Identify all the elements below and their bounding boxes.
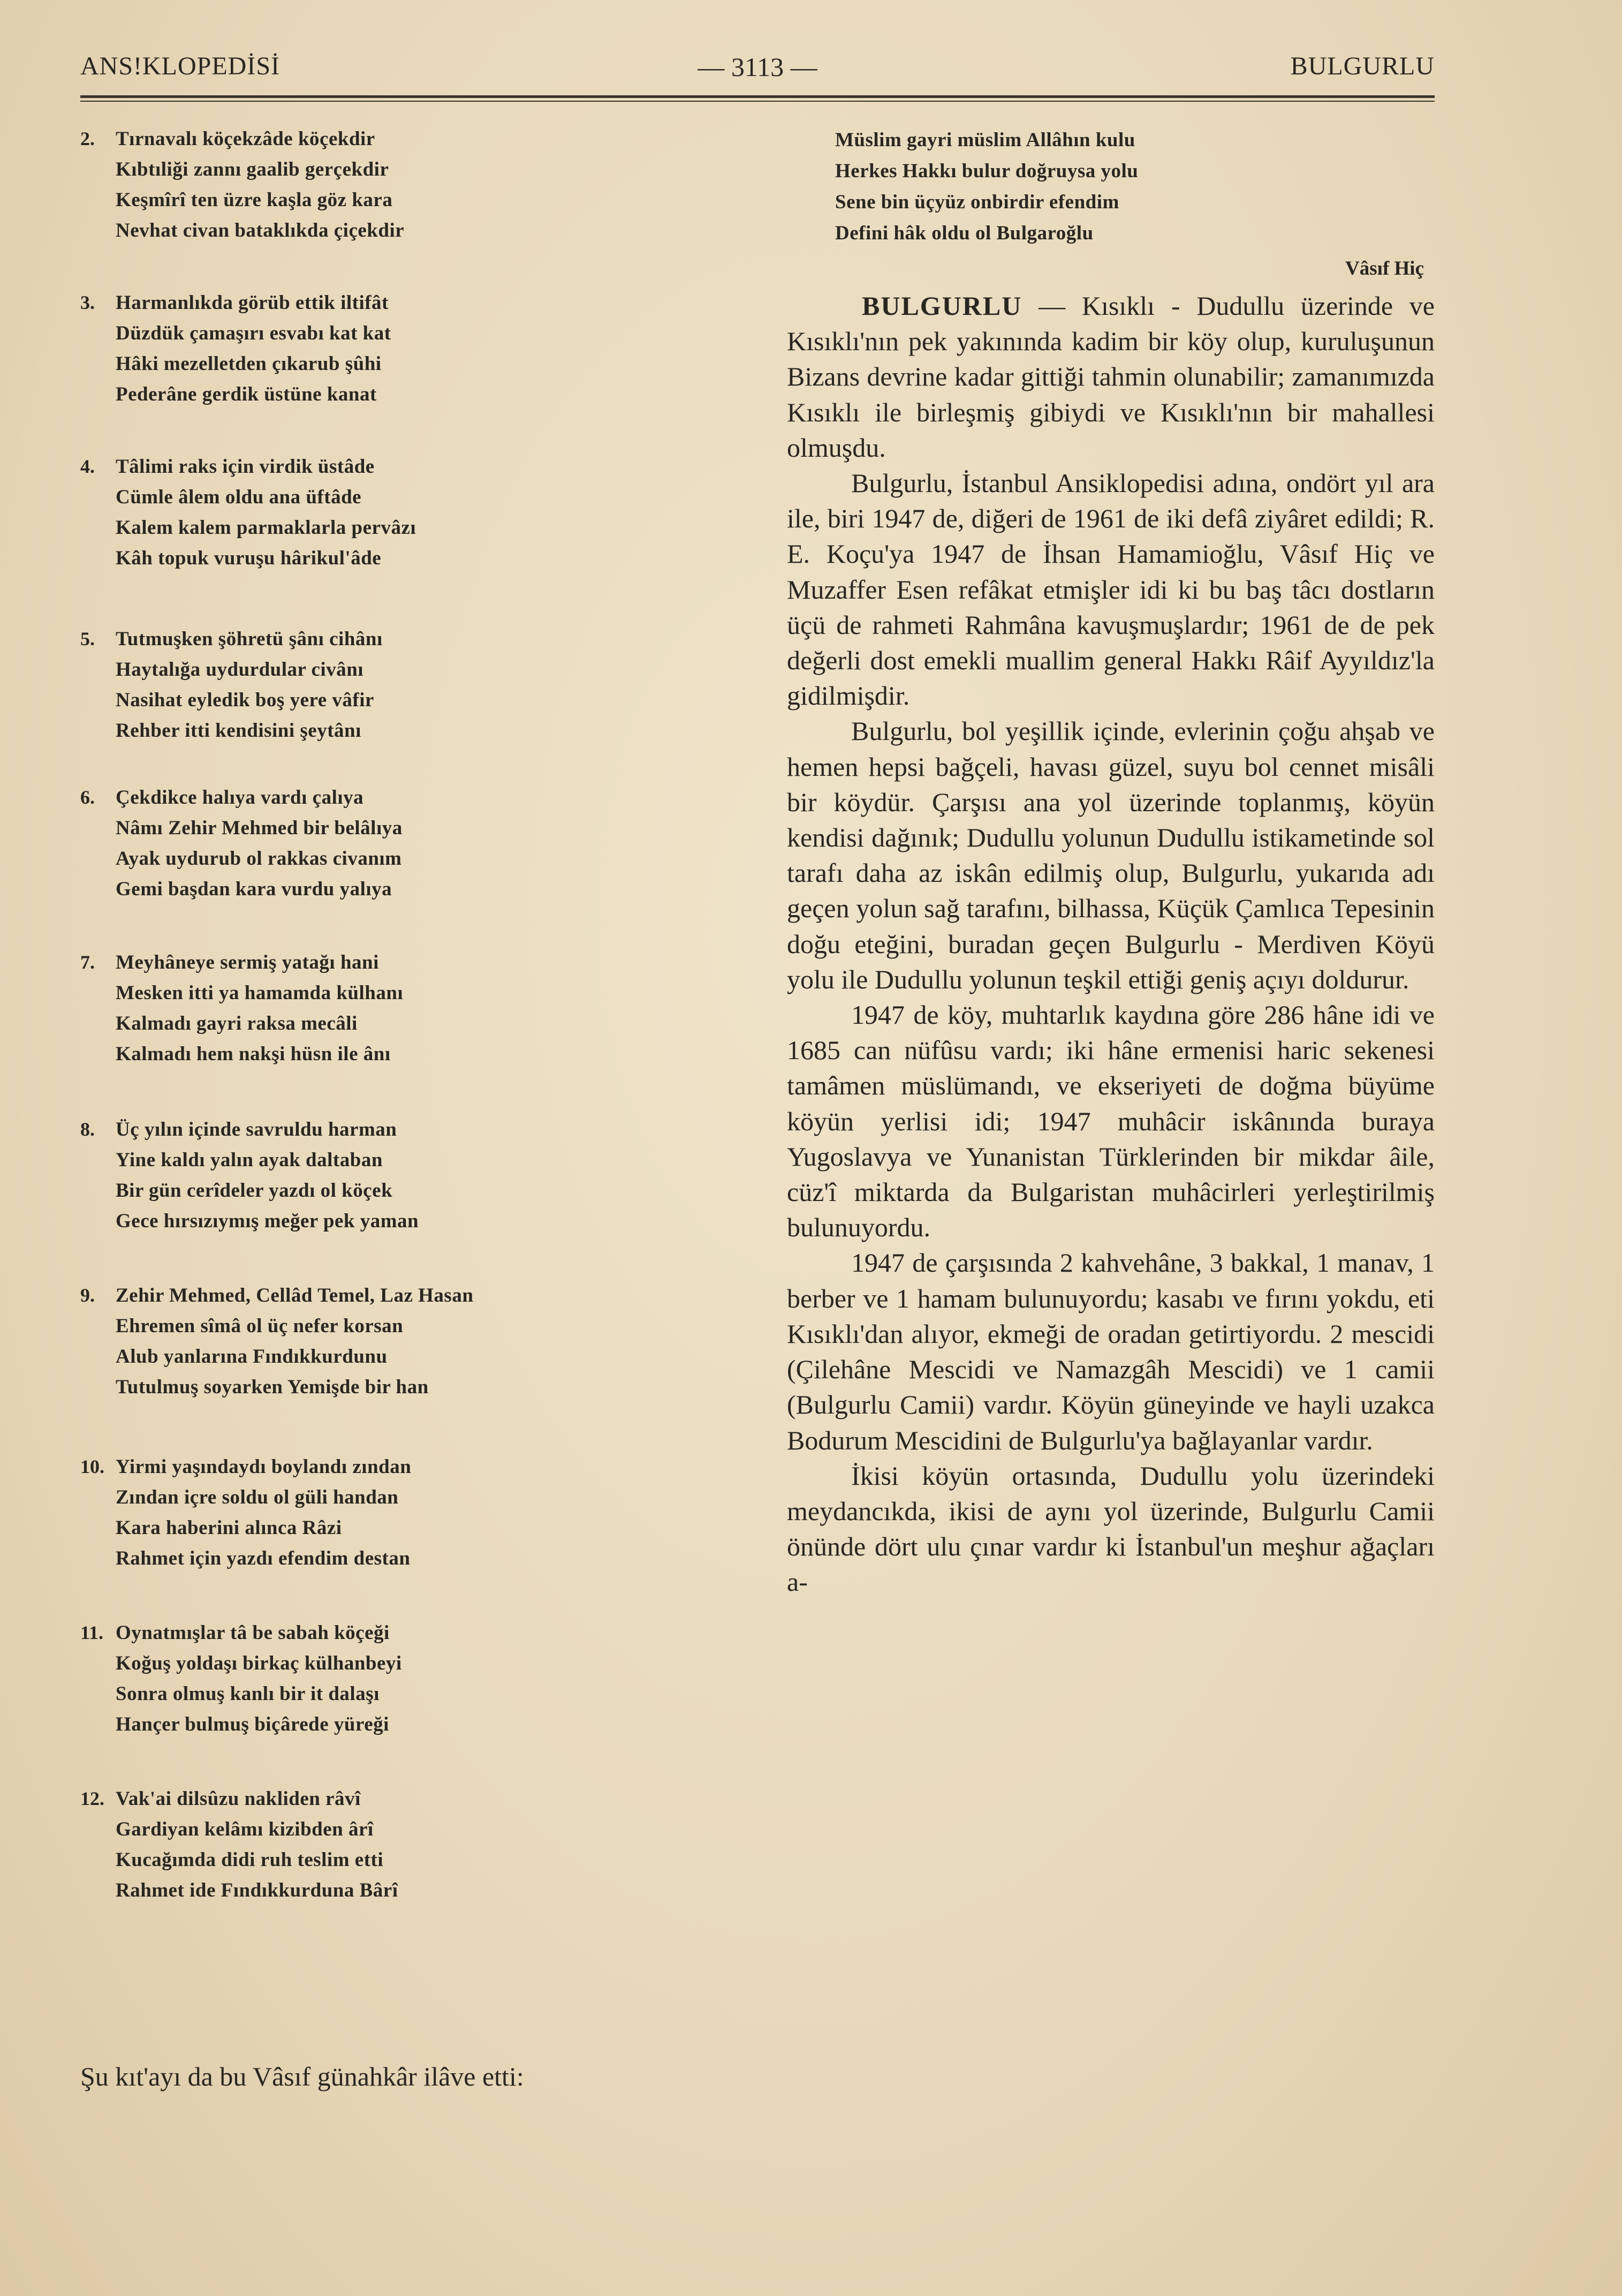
stanza-number: 7. xyxy=(80,951,95,973)
stanza-number: 9. xyxy=(80,1285,95,1306)
page-number: — 3113 — xyxy=(698,52,817,82)
stanza-line: Kâh topuk vuruşu hârikul'âde xyxy=(116,547,382,569)
trailer-text: Şu kıt'ayı da bu Vâsıf günahkâr ilâve etti: xyxy=(80,2061,524,2091)
stanza-line: Tutmuşken şöhretü şânı cihânı xyxy=(116,628,383,650)
stanza-number: 6. xyxy=(80,787,95,808)
stanza-line: Sonra olmuş kanlı bir it dalaşı xyxy=(116,1683,380,1705)
stanza-line: Haytalığa uydurdular civânı xyxy=(116,659,364,681)
stanza-line: Kalmadı hem nakşi hüsn ile ânı xyxy=(116,1043,391,1065)
stanza-line: Zehir Mehmed, Cellâd Temel, Laz Hasan xyxy=(116,1285,474,1306)
stanza-number: 12. xyxy=(80,1788,104,1809)
entry-paragraph-text: — Kısıklı - Dudullu üzerinde ve Kısıklı'nın pek yakınında kadim bir köy olup, kuruluşunun Bizans devrine kadar gittiği tahmin olunabilir; zamanımızda Kısıklı ile birleşmiş gibiydi ve Kısıklı'nın bir mahallesi olmuşdu. xyxy=(787,291,1435,463)
stanza-line: Vak'ai dilsûzu nakliden râvî xyxy=(116,1788,361,1810)
entry-paragraph-6: İkisi köyün ortasında, Dudullu yolu üzerindeki meydancıkda, ikisi de aynı yol üzerinde, Bulgurlu Camii önünde dört ulu çınar vardır ki İstanbul'un meşhur ağaçları a- xyxy=(787,1460,1435,1597)
poem-line: Defini hâk oldu ol Bulgaroğlu xyxy=(835,222,1094,244)
stanza-line: Harmanlıkda görüb ettik iltifât xyxy=(116,292,389,314)
poem-line: Sene bin üçyüz onbirdir efendim xyxy=(835,191,1119,213)
stanza-line: Çekdikce halıya vardı çalıya xyxy=(116,787,364,809)
stanza-line: Cümle âlem oldu ana üftâde xyxy=(116,486,362,508)
poem-line: Müslim gayri müslim Allâhın kulu xyxy=(835,129,1135,151)
stanza-number: 4. xyxy=(80,456,95,477)
page-header xyxy=(80,47,1435,90)
stanza-line: Tutulmuş soyarken Yemişde bir han xyxy=(116,1376,429,1398)
stanza-line: Oynatmışlar tâ be sabah köçeği xyxy=(116,1622,390,1644)
stanza-number: 3. xyxy=(80,292,95,313)
stanza-line: Ayak uydurub ol rakkas civanım xyxy=(116,848,402,870)
stanza-line: Tırnavalı köçekzâde köçekdir xyxy=(116,128,375,150)
stanza-line: Rahmet için yazdı efendim destan xyxy=(116,1547,411,1569)
stanza-line: Nâmı Zehir Mehmed bir belâlıya xyxy=(116,817,403,839)
stanza-line: Kucağımda didi ruh teslim etti xyxy=(116,1849,384,1871)
stanza-line: Yine kaldı yalın ayak daltaban xyxy=(116,1149,383,1171)
entry-headword: BULGURLU xyxy=(862,291,1022,321)
stanza-line: Yirmi yaşındaydı boylandı zından xyxy=(116,1456,412,1478)
stanza-line: Zından içre soldu ol güli handan xyxy=(116,1486,399,1508)
entry-paragraph-4: 1947 de köy, muhtarlık kaydına göre 286 hâne idi ve 1685 can nüfûsu vardı; iki hâne ermenisi haric sekenesi tamâmen müslümandı, ve ekseriyeti de doğma büyüme köyün yerlisi idi; 1947 muhâcir iskânında buraya Yugoslavya ve Yunanistan Türklerinden bir mikdar âile, cüz'î miktarda da Bulgaristan muhâcirleri yerleştirilmiş bulunuyordu. xyxy=(787,1000,1435,1243)
stanza-line: Üç yılın içinde savruldu harman xyxy=(116,1119,397,1141)
header-rule-thin xyxy=(80,101,1435,102)
running-head-left: ANS!KLOPEDİSİ xyxy=(80,52,280,80)
stanza-line: Keşmîrî ten üzre kaşla göz kara xyxy=(116,189,393,211)
stanza-number: 10. xyxy=(80,1456,104,1477)
poem-signature: Vâsıf Hiç xyxy=(1345,258,1424,280)
stanza-line: Kalmadı gayri raksa mecâli xyxy=(116,1013,358,1034)
stanza-line: Gece hırsızıymış meğer pek yaman xyxy=(116,1210,419,1232)
entry-paragraph-5: 1947 de çarşısında 2 kahvehâne, 3 bakkal, 1 manav, 1 berber ve 1 hamam bulunuyordu; kasabı ve fırını yokdu, eti Kısıklı'dan alıyor, ekmeği de oradan getirtiyordu. 2 mescidi (Çilehâne Mescidi ve Namazgâh Mescidi) ve 1 camii (Bulgurlu Camii) vardır. Köyün güneyinde ve hayli uzakca Bodurum Mescidini de Bulgurlu'ya bağlayanlar vardır. xyxy=(787,1248,1435,1455)
stanza-line: Gemi başdan kara vurdu yalıya xyxy=(116,878,392,900)
stanza-line: Alub yanlarına Fındıkkurdunu xyxy=(116,1346,388,1368)
stanza-line: Tâlimi raks için virdik üstâde xyxy=(116,456,375,478)
stanza-line: Pederâne gerdik üstüne kanat xyxy=(116,383,377,405)
stanza-line: Düzdük çamaşırı esvabı kat kat xyxy=(116,322,391,344)
stanza-number: 11. xyxy=(80,1622,104,1643)
entry-paragraph-1 xyxy=(787,288,1435,465)
entry-body xyxy=(787,288,1435,1600)
stanza-line: Kıbtıliği zannı gaalib gerçekdir xyxy=(116,158,389,180)
stanza-line: Rahmet ide Fındıkkurduna Bârî xyxy=(116,1879,398,1901)
stanza-line: Nevhat civan bataklıkda çiçekdir xyxy=(116,220,405,241)
stanza-number: 5. xyxy=(80,628,95,649)
poem-line: Herkes Hakkı bulur doğruysa yolu xyxy=(835,160,1139,182)
stanza-number: 2. xyxy=(80,128,95,149)
header-rule xyxy=(80,95,1435,98)
stanza-line: Rehber itti kendisini şeytânı xyxy=(116,720,361,742)
stanza-line: Hâki mezelletden çıkarub şûhi xyxy=(116,353,382,375)
stanza-line: Gardiyan kelâmı kizibden ârî xyxy=(116,1818,374,1840)
entry-paragraph-2: Bulgurlu, İstanbul Ansiklopedisi adına, ondört yıl ara ile, biri 1947 de, diğeri de 1961 de iki defâ ziyâret edildi; R. E. Koçu'ya 1947 de İhsan Hamamioğlu, Vâsıf Hiç ve Muzaffer Esen refâkat etmişler idi ki bu baş tâcı dostların üçü de rahmeti Rahmâna kavuşmuşlardır; 1961 de de pek değerli dost emekli muallim general Hakkı Râif Ayyıldız'la gidilmişdir. xyxy=(787,468,1435,711)
stanza-line: Meyhâneye sermiş yatağı hani xyxy=(116,951,379,973)
stanza-line: Koğuş yoldaşı birkaç külhanbeyi xyxy=(116,1652,402,1674)
stanza-line: Ehremen sîmâ ol üç nefer korsan xyxy=(116,1315,404,1337)
stanza-line: Nasihat eyledik boş yere vâfir xyxy=(116,689,374,711)
stanza-number: 8. xyxy=(80,1119,95,1140)
stanza-line: Bir gün cerîdeler yazdı ol köçek xyxy=(116,1180,393,1202)
stanza-line: Kara haberini alınca Râzi xyxy=(116,1517,342,1539)
stanza-line: Hançer bulmuş biçârede yüreği xyxy=(116,1713,389,1735)
stanza-line: Mesken itti ya hamamda külhanı xyxy=(116,982,404,1004)
running-head-right: BULGURLU xyxy=(1290,52,1435,80)
stanza-line: Kalem kalem parmaklarla pervâzı xyxy=(116,517,416,539)
entry-paragraph-3: Bulgurlu, bol yeşillik içinde, evlerinin çoğu ahşab ve hemen hepsi bağçeli, havası güzel, suyu bol cennet misâli bir köydür. Çarşısı ana yol üzerinde toplanmış, köyün kendisi dağınık; Dudullu yolunun Dudullu istikametinde sol tarafı daha az iskân edilmiş olup, Bulgurlu, yukarıda adı geçen yolun sağ tarafını, bilhassa, Küçük Çamlıca Tepesinin doğu eteğini, buradan geçen Bulgurlu - Merdiven Köyü yolu ile Dudullu yolunun teşkil ettiği geniş açıyı doldurur. xyxy=(787,716,1435,994)
